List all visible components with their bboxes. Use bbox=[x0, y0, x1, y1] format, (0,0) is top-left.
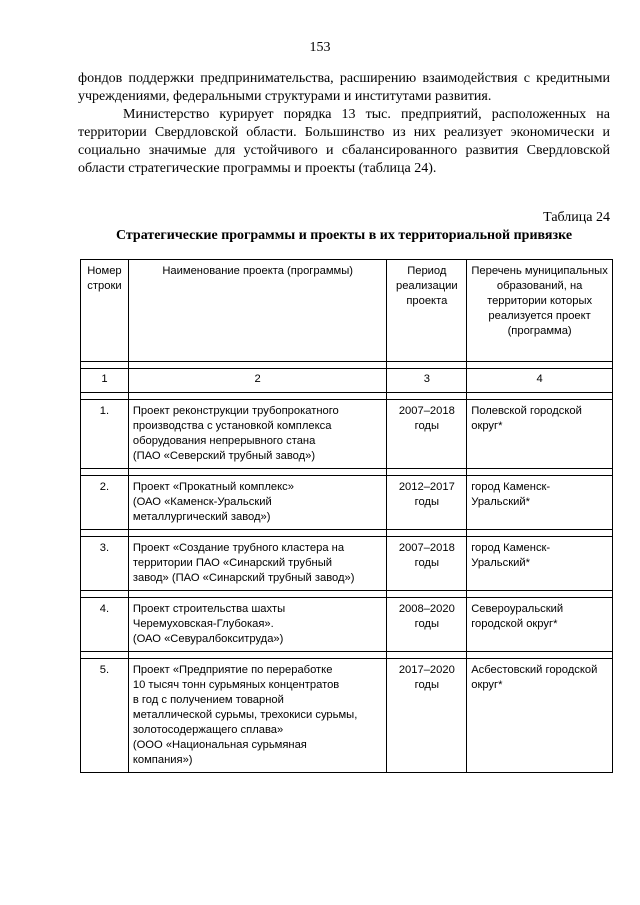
table-row bbox=[81, 537, 613, 591]
row-number: 1. bbox=[81, 400, 129, 469]
table-row bbox=[81, 659, 613, 773]
project-municipality: Североуральский городской округ* bbox=[467, 598, 613, 652]
table-gap-row bbox=[81, 530, 613, 537]
table-title: Стратегические программы и проекты в их территориальной привязке bbox=[115, 228, 573, 243]
header-row-number: Номер строки bbox=[81, 260, 129, 362]
projects-table bbox=[80, 259, 613, 773]
table-gap-row bbox=[81, 393, 613, 400]
table-gap-row bbox=[81, 591, 613, 598]
project-name-line: оборудования непрерывного стана bbox=[132, 435, 316, 447]
project-name-line: Проект строительства шахты bbox=[132, 603, 286, 615]
project-name-line: Проект реконструкции трубопрокатного bbox=[132, 405, 339, 417]
project-name-line: завод» (ПАО «Синарский трубный завод») bbox=[132, 572, 355, 584]
project-municipality: Асбестовский городской округ* bbox=[467, 659, 613, 773]
column-number: 1 bbox=[81, 369, 129, 393]
table-number-label: Таблица 24 bbox=[543, 210, 610, 225]
project-municipality: город Каменск-Уральский* bbox=[467, 476, 613, 530]
header-municipalities: Перечень муниципальных образований, на территории которых реализуется проект (программа) bbox=[467, 260, 613, 362]
project-municipality: город Каменск-Уральский* bbox=[467, 537, 613, 591]
project-name-line: в год с получением товарной bbox=[132, 694, 284, 706]
project-period: 2008–2020 годы bbox=[387, 598, 467, 652]
column-number: 2 bbox=[128, 369, 387, 393]
project-name bbox=[128, 598, 387, 652]
project-name-line: металлургический завод») bbox=[132, 511, 271, 523]
project-period: 2007–2018 годы bbox=[387, 400, 467, 469]
project-municipality: Полевской городской округ* bbox=[467, 400, 613, 469]
table-gap-row bbox=[81, 362, 613, 369]
project-period: 2012–2017 годы bbox=[387, 476, 467, 530]
project-period: 2017–2020 годы bbox=[387, 659, 467, 773]
project-name bbox=[128, 537, 387, 591]
project-name-line: Проект «Создание трубного кластера на bbox=[132, 542, 345, 554]
table-gap-row bbox=[81, 469, 613, 476]
project-name-line: (ОАО «Каменск-Уральский bbox=[132, 496, 272, 508]
table-header-row bbox=[81, 260, 613, 362]
column-number: 4 bbox=[467, 369, 613, 393]
project-name-line: Черемуховская-Глубокая». bbox=[132, 618, 274, 630]
table-row bbox=[81, 476, 613, 530]
project-name-line: металлической сурьмы, трехокиси сурьмы, bbox=[132, 709, 358, 721]
row-number: 2. bbox=[81, 476, 129, 530]
column-number: 3 bbox=[387, 369, 467, 393]
column-numbering-row bbox=[81, 369, 613, 393]
header-period: Период реализации проекта bbox=[387, 260, 467, 362]
row-number: 4. bbox=[81, 598, 129, 652]
row-number: 5. bbox=[81, 659, 129, 773]
project-name-line: Проект «Предприятие по переработке bbox=[132, 664, 333, 676]
table-row bbox=[81, 400, 613, 469]
project-name bbox=[128, 476, 387, 530]
page-number: 153 bbox=[309, 40, 331, 55]
project-name-line: территории ПАО «Синарский трубный bbox=[132, 557, 332, 569]
row-number: 3. bbox=[81, 537, 129, 591]
header-project-name: Наименование проекта (программы) bbox=[128, 260, 387, 362]
project-name bbox=[128, 659, 387, 773]
project-name-line: (ООО «Национальная сурьмяная bbox=[132, 739, 307, 751]
project-name-line: компания») bbox=[132, 754, 193, 766]
table-body bbox=[81, 393, 613, 773]
project-period: 2007–2018 годы bbox=[387, 537, 467, 591]
table-row bbox=[81, 598, 613, 652]
project-name-line: (ОАО «Севуралбокситруда») bbox=[132, 633, 284, 645]
project-name-line: (ПАО «Северский трубный завод») bbox=[132, 450, 316, 462]
intro-paragraph-2: Министерство курирует порядка 13 тыс. предприятий, расположенных на территории Свердловской области. Большинство из них реализует экономически и социально значимые для устойчивого и сбалансированного развития Свердловской области стратегические программы и проекты (таблица 24). bbox=[78, 107, 610, 176]
table-gap-row bbox=[81, 652, 613, 659]
project-name bbox=[128, 400, 387, 469]
project-name-line: производства с установкой комплекса bbox=[132, 420, 332, 432]
project-name-line: 10 тысяч тонн сурьмяных концентратов bbox=[132, 679, 340, 691]
intro-paragraph-1: фондов поддержки предпринимательства, расширению взаимодействия с кредитными учреждениями, федеральными структурами и институтами развития. bbox=[78, 71, 610, 104]
project-name-line: золотосодержащего сплава» bbox=[132, 724, 284, 736]
intro-text bbox=[78, 70, 610, 178]
project-name-line: Проект «Прокатный комплекс» bbox=[132, 481, 294, 493]
